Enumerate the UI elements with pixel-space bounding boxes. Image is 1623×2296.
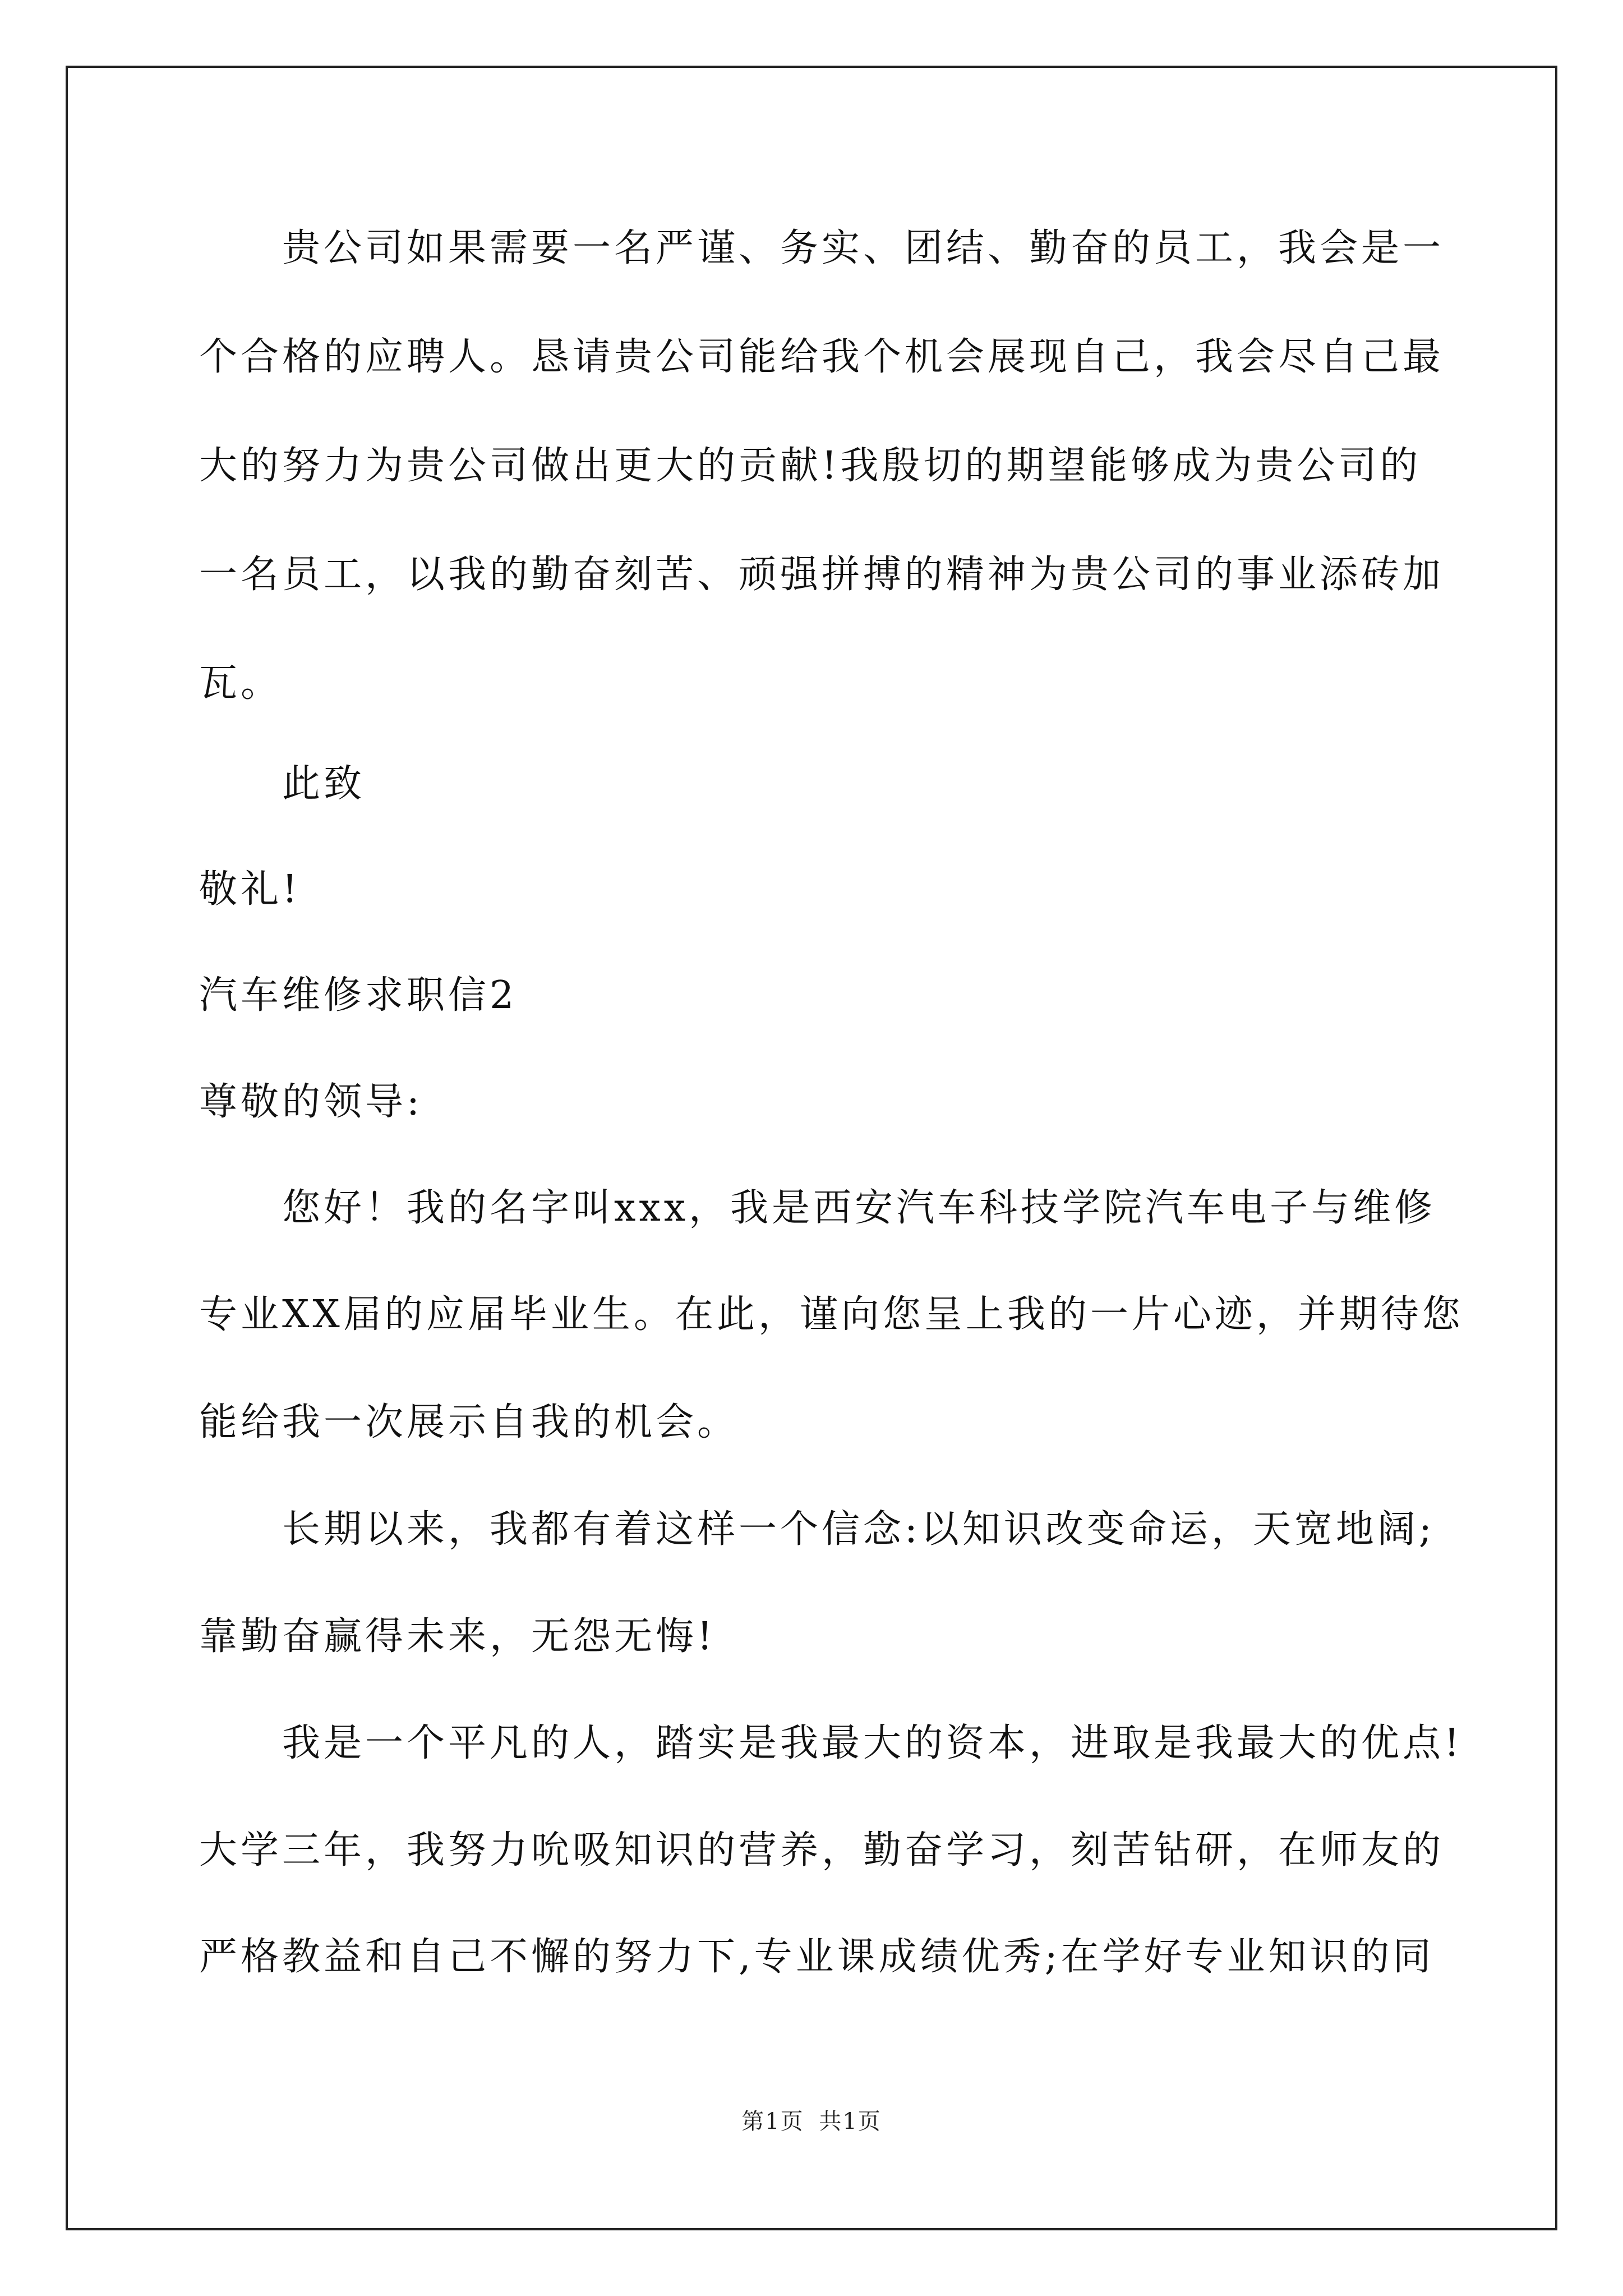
paragraph-line: 贵公司如果需要一名严谨、务实、团结、勤奋的员工，我会是一 — [282, 226, 1445, 270]
page-border — [66, 66, 1557, 2230]
paragraph-line: 您好！我的名字叫xxx，我是西安汽车科技学院汽车电子与维修 — [282, 1186, 1436, 1230]
paragraph-line: 大的努力为贵公司做出更大的贡献!我殷切的期望能够成为贵公司的 — [199, 444, 1422, 488]
salutation-line: 敬礼! — [199, 867, 301, 912]
page-total: 共1页 — [819, 2109, 882, 2134]
paragraph-line: 大学三年，我努力吮吸知识的营养，勤奋学习，刻苦钻研，在师友的 — [199, 1828, 1445, 1872]
paragraph-line: 我是一个平凡的人，踏实是我最大的资本，进取是我最大的优点! — [282, 1721, 1463, 1765]
paragraph-line: 长期以来，我都有着这样一个信念:以知识改变命运，天宽地阔; — [282, 1507, 1435, 1552]
paragraph-line: 专业XX届的应届毕业生。在此，谨向您呈上我的一片心迹，并期待您 — [199, 1292, 1464, 1337]
page-number: 第1页 — [741, 2109, 804, 2134]
paragraph-line: 瓦。 — [199, 661, 283, 706]
letter-title: 汽车维修求职信2 — [199, 973, 518, 1018]
paragraph-line: 个合格的应聘人。恳请贵公司能给我个机会展现自己，我会尽自己最 — [199, 335, 1445, 379]
greeting-line: 尊敬的领导: — [199, 1080, 423, 1124]
paragraph-line: 靠勤奋赢得未来，无怨无悔! — [199, 1614, 716, 1659]
paragraph-line: 严格教益和自己不懈的努力下,专业课成绩优秀;在学好专业知识的同 — [199, 1935, 1435, 1979]
paragraph-line: 能给我一次展示自我的机会。 — [199, 1400, 739, 1444]
page-footer — [0, 2108, 1623, 2135]
closing-line: 此致 — [282, 762, 366, 806]
paragraph-line: 一名员工，以我的勤奋刻苦、顽强拼搏的精神为贵公司的事业添砖加 — [199, 553, 1445, 597]
